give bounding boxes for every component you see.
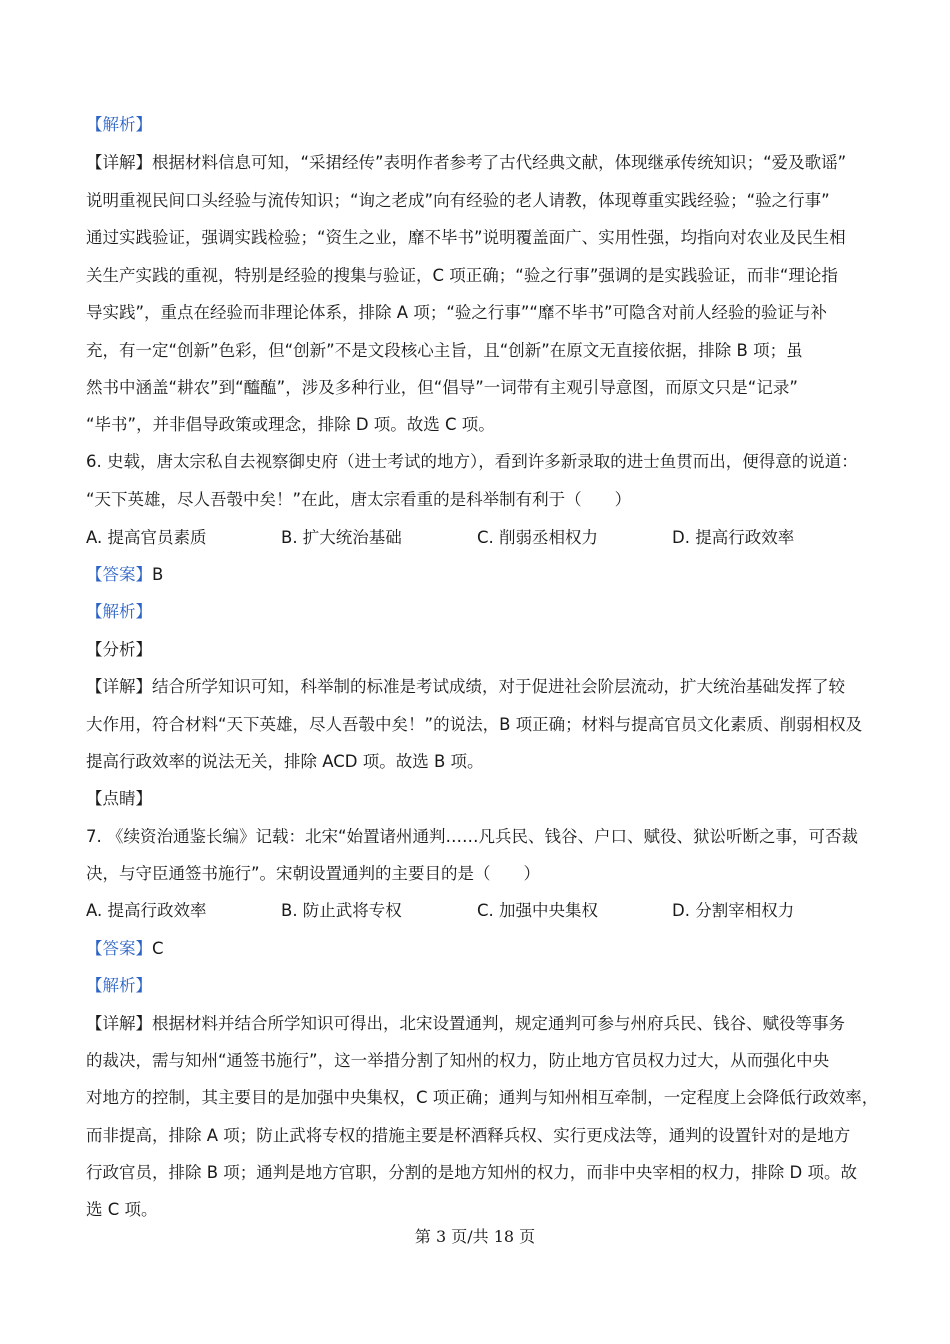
q7-option-c: C. 加强中央集权: [477, 901, 599, 920]
s1-detail-line-3: 通过实践验证，强调实践检验；“资生之业，靡不毕书”说明覆盖面广、实用性强，均指向对农业及民生相: [86, 228, 846, 247]
s1-detail-line-5: 导实践”，重点在经验而非理论体系，排除 A 项；“验之行事”“靡不毕书”可隐含对前人经验的验证与补: [86, 303, 828, 322]
s1-jiexi-heading: [86, 114, 152, 136]
q6-stem-line-1: 6. 史载，唐太宗私自去视察御史府（进士考试的地方），看到许多新录取的进士鱼贯而出，便得意的说道：: [86, 452, 858, 471]
q7-detail-line-3: 对地方的控制，其主要目的是加强中央集权，C 项正确；通判与知州相互牵制，一定程度上会降低行政效率，: [86, 1088, 879, 1107]
s1-detail-line-4: 关生产实践的重视，特别是经验的搜集与验证，C 项正确；“验之行事”强调的是实践验证，而非“理论指: [86, 266, 838, 285]
jiexi-tag: 【解析】: [86, 602, 152, 621]
xiangjie-tag: 【详解】: [86, 153, 152, 172]
jiexi-tag: 【解析】: [86, 115, 152, 134]
answer-tag: 【答案】: [86, 939, 152, 958]
q7-detail-line-5: 行政官员，排除 B 项；通判是地方官职，分割的是地方知州的权力，而非中央宰相的权力，排除 D 项。故: [86, 1163, 858, 1182]
q7-detail-line-1: [86, 1013, 845, 1035]
q6-stem-line-2: “天下英雄，尽人吾彀中矣！”在此，唐太宗看重的是科举制有利于（ ）: [86, 490, 632, 509]
q6-detail-line-1: [86, 676, 845, 698]
q6-detail-text-0: 结合所学知识可知，科举制的标准是考试成绩，对于促进社会阶层流动，扩大统治基础发挥了较: [152, 677, 845, 696]
q6-dianjing-heading: 【点睛】: [86, 789, 152, 808]
q7-option-b: B. 防止武将专权: [281, 901, 402, 920]
q7-answer: C: [152, 939, 164, 958]
s1-detail-line-2: 说明重视民间口头经验与流传知识；“询之老成”向有经验的老人请教，体现尊重实践经验；“验之行事”: [86, 191, 830, 210]
xiangjie-tag: 【详解】: [86, 677, 152, 696]
s1-detail-line-6: 充，有一定“创新”色彩，但“创新”不是文段核心主旨，且“创新”在原文无直接依据，排除 B 项；虽: [86, 341, 803, 360]
s1-detail-text-0: 根据材料信息可知，“采捃经传”表明作者参考了古代经典文献，体现继承传统知识；“爱及歌谣”: [152, 153, 847, 172]
q7-stem-line-1: 7. 《续资治通鉴长编》记载：北宋“始置诸州通判……凡兵民、钱谷、户口、赋役、狱讼听断之事，可否裁: [86, 827, 859, 846]
page-footer: 第 3 页/共 18 页: [414, 1227, 536, 1246]
q7-detail-text-0: 根据材料并结合所学知识可得出，北宋设置通判，规定通判可参与州府兵民、钱谷、赋役等事务: [152, 1014, 845, 1033]
q6-option-d: D. 提高行政效率: [672, 528, 795, 547]
q7-detail-line-2: 的裁决，需与知州“通签书施行”，这一举措分割了知州的权力，防止地方官员权力过大，从而强化中央: [86, 1051, 830, 1070]
s1-detail-line-7: 然书中涵盖“耕农”到“醯醢”，涉及多种行业，但“倡导”一词带有主观引导意图，而原文只是“记录”: [86, 378, 798, 397]
q6-option-c: C. 削弱丞相权力: [477, 528, 599, 547]
q7-option-a: A. 提高行政效率: [86, 901, 207, 920]
s1-detail-line-1: [86, 152, 846, 174]
q7-detail-line-6: 选 C 项。: [86, 1200, 158, 1219]
q6-option-a: A. 提高官员素质: [86, 528, 207, 547]
q6-detail-line-3: 提高行政效率的说法无关，排除 ACD 项。故选 B 项。: [86, 752, 484, 771]
xiangjie-tag: 【详解】: [86, 1014, 152, 1033]
q6-jiexi-heading: [86, 601, 152, 623]
q6-answer: B: [152, 565, 164, 584]
q7-jiexi-heading: [86, 975, 152, 997]
q7-detail-line-4: 而非提高，排除 A 项；防止武将专权的措施主要是杯酒释兵权、实行更戍法等，通判的设置针对的是地方: [86, 1126, 851, 1145]
q6-answer-line: [86, 564, 163, 586]
q7-stem-line-2: 决，与守臣通签书施行”。宋朝设置通判的主要目的是（ ）: [86, 864, 541, 883]
q6-detail-line-2: 大作用，符合材料“天下英雄，尽人吾彀中矣！”的说法，B 项正确；材料与提高官员文化素质、削弱相权及: [86, 715, 863, 734]
q7-answer-line: [86, 938, 164, 960]
q6-fenxi-heading: 【分析】: [86, 640, 152, 659]
s1-detail-line-8: “毕书”，并非倡导政策或理念，排除 D 项。故选 C 项。: [86, 415, 495, 434]
jiexi-tag: 【解析】: [86, 976, 152, 995]
answer-tag: 【答案】: [86, 565, 152, 584]
q7-option-d: D. 分割宰相权力: [672, 901, 795, 920]
q6-option-b: B. 扩大统治基础: [281, 528, 402, 547]
